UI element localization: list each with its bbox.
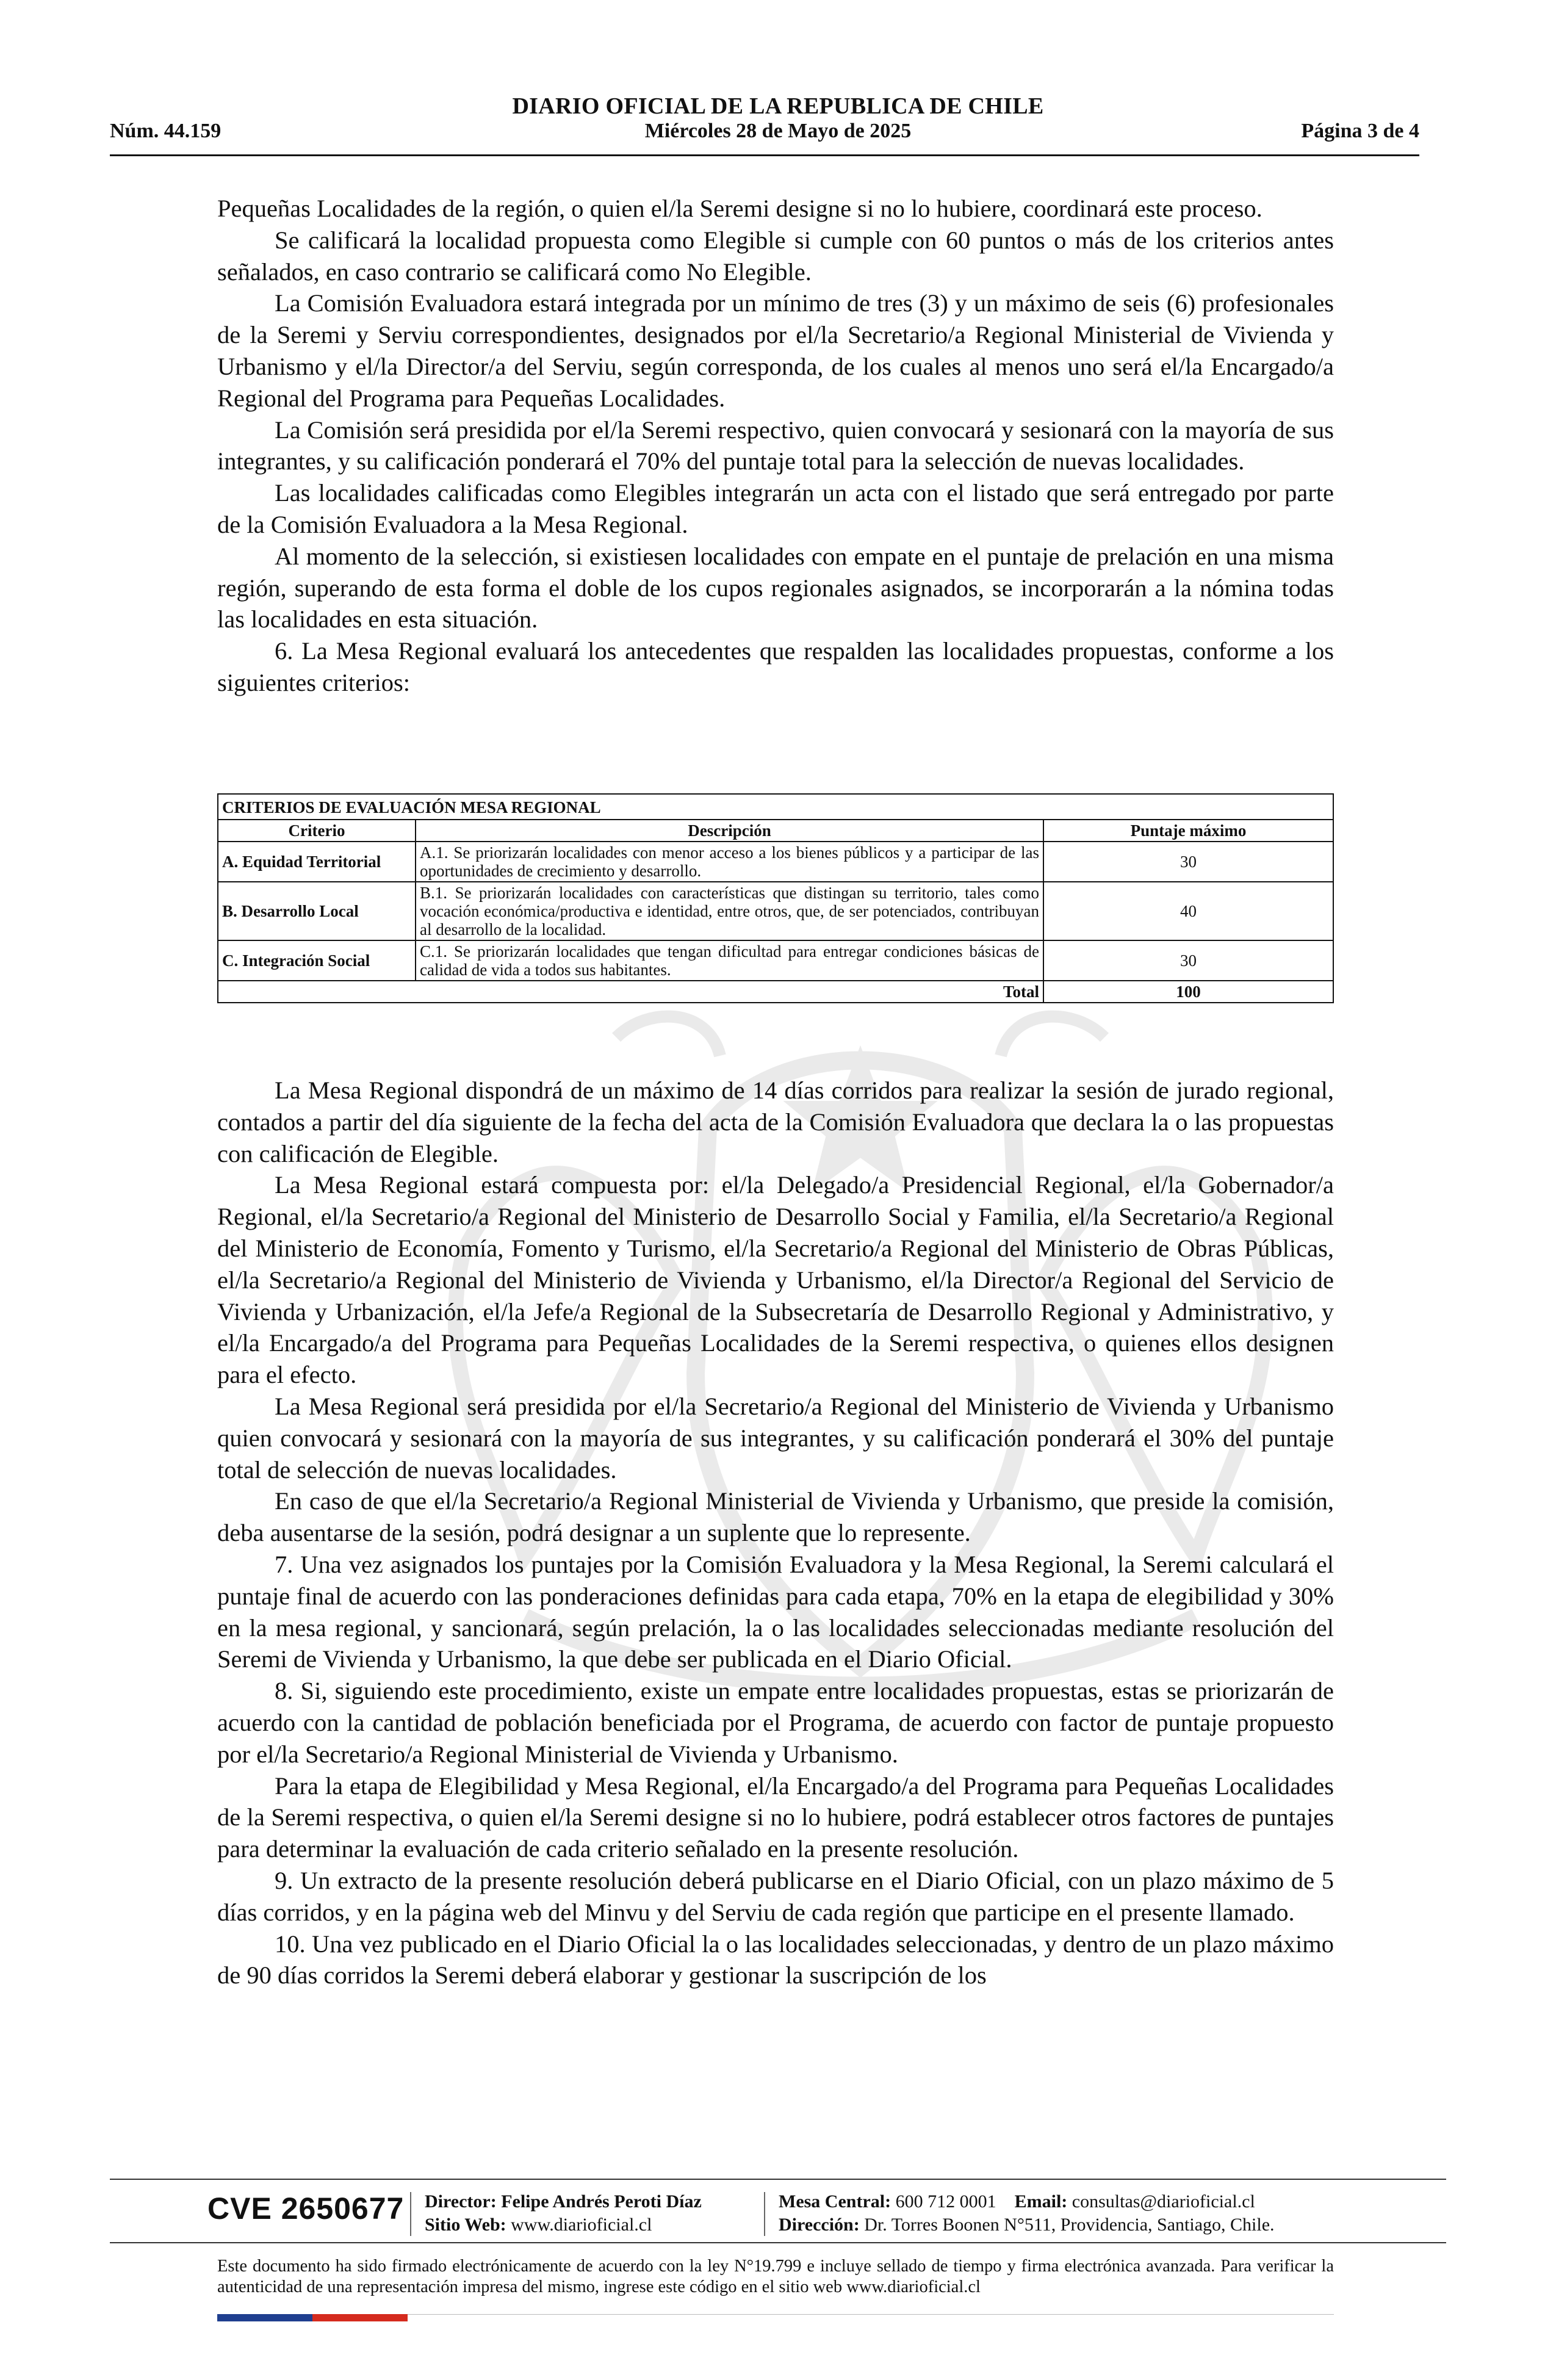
paragraph: La Mesa Regional será presidida por el/la Secretario/a Regional del Ministerio de Vivienda y Urbanismo quien convocará y sesionará con la mayoría de sus integrantes, y su calificación ponderará el 30% del puntaje total de selección de nuevas localidades. [217,1392,1334,1484]
paragraph: Para la etapa de Elegibilidad y Mesa Regional, el/la Encargado/a del Programa para Pequeñas Localidades de la Seremi respectiva, o quien el/la Seremi designe si no lo hubiere, podrá establecer otros factores de puntajes para determinar la evaluación de cada criterio señalado en la presente resolución. [217,1772,1334,1863]
criterion-cell: C. Integración Social [218,940,416,981]
flag-red-segment [312,2314,408,2321]
score-cell: 40 [1043,882,1333,940]
criterion-cell: B. Desarrollo Local [218,882,416,940]
address-text: Dr. Torres Boonen N°511, Providencia, Santiago, Chile. [864,2215,1275,2235]
paragraph: La Mesa Regional dispondrá de un máximo de 14 días corridos para realizar la sesión de jurado regional, contados a partir del día siguiente de la fecha del acta de la Comisión Evaluadora que declara la o las propuestas con calificación de Elegible. [217,1076,1334,1167]
paragraph: 7. Una vez asignados los puntajes por la Comisión Evaluadora y la Mesa Regional, la Seremi calculará el puntaje final de acuerdo con las ponderaciones definidas para cada etapa, 70% en la etapa de elegibilidad y 30% en la mesa regional, y sancionará, según prelación, la o las localidades seleccionadas mediante resolución del Seremi de Vivienda y Urbanismo, la que debe ser publicada en el Diario Oficial. [217,1550,1334,1673]
column-header: Descripción [416,820,1043,842]
footer-disclaimer: Este documento ha sido firmado electrónicamente de acuerdo con la ley N°19.799 e incluye sellado de tiempo y firma electrónica avanzada. Para verificar la autenticidad de una representación impresa del mismo, ingrese este código en el sitio web www.diarioficial.cl [217,2257,1334,2296]
table-caption: CRITERIOS DE EVALUACIÓN MESA REGIONAL [218,794,1333,820]
director-label: Director: [425,2191,497,2212]
paragraph: 6. La Mesa Regional evaluará los antecedentes que respalden las localidades propuestas, conforme a los siguientes criterios: [217,637,1334,696]
paragraph: Pequeñas Localidades de la región, o quien el/la Seremi designe si no lo hubiere, coordinará este proceso. [217,195,1262,222]
column-header: Puntaje máximo [1043,820,1333,842]
paragraph: 9. Un extracto de la presente resolución deberá publicarse en el Diario Oficial, con un plazo máximo de 5 días corridos, y en la página web del Minvu y del Serviu de cada región que participe en el presente llamado. [217,1866,1334,1926]
issue-date: Miércoles 28 de Mayo de 2025 [644,120,912,142]
total-value: 100 [1043,981,1333,1003]
footer-divider-bottom [110,2242,1446,2243]
address-label: Dirección: [779,2215,860,2235]
flag-color-bar [217,2314,408,2321]
paragraph: Las localidades calificadas como Elegibles integrarán un acta con el listado que será entregado por parte de la Comisión Evaluadora a la Mesa Regional. [217,479,1334,538]
website-label: Sitio Web: [425,2215,506,2235]
criterion-cell: A. Equidad Territorial [218,842,416,882]
email-label: Email: [1014,2191,1068,2212]
description-cell: C.1. Se priorizarán localidades que tengan dificultad para entregar condiciones básicas de calidad de vida a todos sus habitantes. [416,940,1043,981]
footer-director-block [425,2190,702,2237]
newspaper-title: DIARIO OFICIAL DE LA REPUBLICA DE CHILE [512,93,1044,119]
footer-separator [410,2192,411,2236]
cve-code: CVE 2650677 [207,2191,405,2226]
table-total-row [218,981,1333,1003]
email-link[interactable]: consultas@diarioficial.cl [1072,2191,1255,2212]
footer-contact-block [779,2190,1275,2237]
column-header: Criterio [218,820,416,842]
issue-number: Núm. 44.159 [110,120,222,142]
phone-label: Mesa Central: [779,2191,891,2212]
director-name: Felipe Andrés Peroti Díaz [501,2191,702,2212]
description-cell: B.1. Se priorizarán localidades con características que distingan su territorio, tales como vocación económica/productiva e identidad, entre otros, que, de ser potenciados, contribuyan al desarrollo de la localidad. [416,882,1043,940]
criteria-table [217,793,1334,1003]
total-label: Total [416,981,1043,1003]
website-link[interactable]: www.diarioficial.cl [511,2215,652,2235]
paragraph: 10. Una vez publicado en el Diario Oficial la o las localidades seleccionadas, y dentro de un plazo máximo de 90 días corridos la Seremi deberá elaborar y gestionar la suscripción de los [217,1930,1334,1989]
table-row [218,940,1333,981]
paragraph: Al momento de la selección, si existiesen localidades con empate en el puntaje de prelación en una misma región, superando de esta forma el doble de los cupos regionales asignados, se incorporarán a la nómina todas las localidades en esta situación. [217,542,1334,633]
table-row [218,882,1333,940]
footer-divider-top [110,2179,1446,2180]
footer-separator [764,2192,765,2236]
phone-number: 600 712 0001 [895,2191,996,2212]
flag-blue-segment [217,2314,312,2321]
paragraph: La Comisión será presidida por el/la Seremi respectivo, quien convocará y sesionará con la mayoría de sus integrantes, y su calificación ponderará el 70% del puntaje total para la selección de nuevas localidades. [217,416,1334,475]
page-indicator: Página 3 de 4 [1301,120,1419,142]
paragraph: La Comisión Evaluadora estará integrada por un mínimo de tres (3) y un máximo de seis (6) profesionales de la Seremi y Serviu correspondientes, designados por el/la Secretario/a Regional Ministerial de Vivienda y Urbanismo y el/la Director/a del Serviu, según corresponda, de los cuales al menos uno será el/la Encargado/a Regional del Programa para Pequeñas Localidades. [217,289,1334,412]
table-header-row [218,820,1333,842]
paragraph: La Mesa Regional estará compuesta por: el/la Delegado/a Presidencial Regional, el/la Gobernador/a Regional, el/la Secretario/a Regional del Ministerio de Desarrollo Social y Familia, el/la Secretario/a Regional del Ministerio de Economía, Fomento y Turismo, el/la Secretario/a Regional del Ministerio de Obras Públicas, el/la Secretario/a Regional del Ministerio de Vivienda y Urbanismo, el/la Director/a Regional del Servicio de Vivienda y Urbanización, el/la Jefe/a Regional de la Subsecretaría de Desarrollo Regional y Administrativo, y el/la Encargado/a del Programa para Pequeñas Localidades de la Seremi respectiva, o quienes ellos designen para el efecto. [217,1171,1334,1389]
paragraph: Se calificará la localidad propuesta como Elegible si cumple con 60 puntos o más de los criterios antes señalados, en caso contrario se calificará como No Elegible. [217,226,1334,286]
description-cell: A.1. Se priorizarán localidades con menor acceso a los bienes públicos y a participar de las oportunidades de crecimiento y desarrollo. [416,842,1043,882]
body-text-upper [217,193,1334,699]
body-text-lower [217,1075,1334,1991]
paragraph: En caso de que el/la Secretario/a Regional Ministerial de Vivienda y Urbanismo, que preside la comisión, deba ausentarse de la sesión, podrá designar a un suplente que lo represente. [217,1487,1334,1547]
score-cell: 30 [1043,842,1333,882]
header-divider [110,154,1419,156]
paragraph: 8. Si, siguiendo este procedimiento, existe un empate entre localidades propuestas, estas se priorizarán de acuerdo con la cantidad de población beneficiada por el Programa, de acuerdo con factor de puntaje propuesto por el/la Secretario/a Regional Ministerial de Vivienda y Urbanismo. [217,1677,1334,1768]
table-row [218,842,1333,882]
score-cell: 30 [1043,940,1333,981]
empty-cell [218,981,416,1003]
